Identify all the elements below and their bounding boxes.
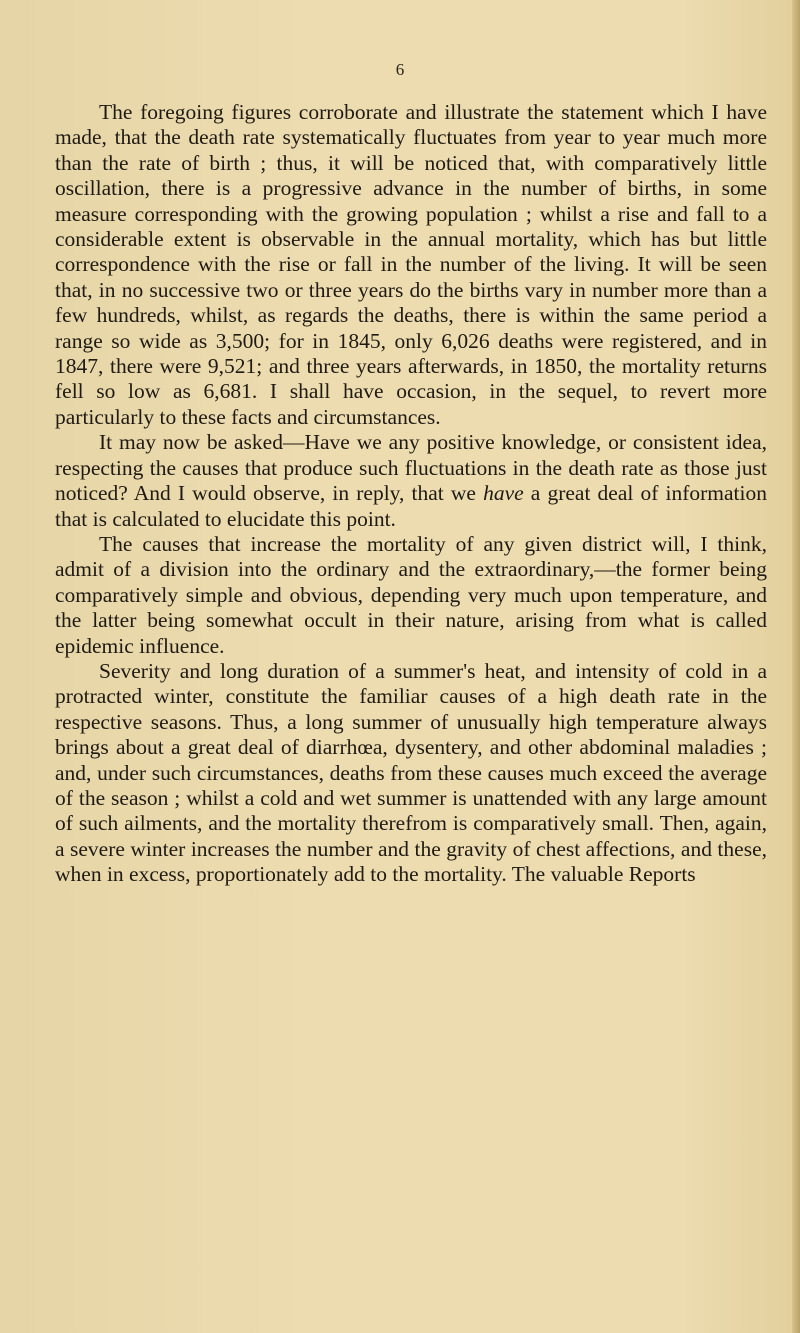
paragraph-2-text-end: a great deal of information that is calculated to elucidate this point. bbox=[55, 481, 767, 531]
paragraph-3 bbox=[55, 532, 767, 659]
page-edge bbox=[792, 0, 800, 1333]
paragraph-2-text: It may now be asked—Have we any positive knowledge, or consistent idea, respecting the causes that produce such fluctuations in the death rate as those just noticed? And I would observe, in reply, that we bbox=[55, 430, 767, 506]
paragraph-2-italic: have bbox=[483, 481, 524, 506]
paragraph-2 bbox=[55, 430, 767, 532]
paragraph-4-text: Severity and long duration of a summer's heat, and intensity of cold in a protracted winter, constitute the familiar causes of a high death rate in the respective seasons. Thus, a long summer of unusually high temperature always brings about a great deal of diarrhœa, dysentery, and other abdominal maladies ; and, under such circumstances, deaths from these causes much exceed the average of the season ; whilst a cold and wet summer is unattended with any large amount of such ailments, and the mortality therefrom is comparatively small. Then, again, a severe winter increases the number and the gravity of chest affections, and these, when in excess, proportionately add to the mortality. The valuable Reports bbox=[55, 658, 767, 887]
body-text bbox=[55, 100, 767, 888]
paragraph-3-text: The causes that increase the mortality of any given district will, I think, admit of a division into the ordinary and the extraordinary,—the former being comparatively simple and obvious, depending very much upon temperature, and the latter being somewhat occult in their nature, arising from what is called epidemic influence. bbox=[55, 531, 767, 658]
paragraph-1 bbox=[55, 100, 767, 430]
page-number: 6 bbox=[395, 60, 405, 79]
paragraph-4 bbox=[55, 659, 767, 888]
paragraph-1-text: The foregoing figures corroborate and illustrate the statement which I have made, that the death rate systematically fluctuates from year to year much more than the rate of birth ; thus, it will be noticed that, with comparatively little oscillation, there is a progressive advance in the number of births, in some measure corresponding with the growing population ; whilst a rise and fall to a considerable extent is observable in the annual mortality, which has but little correspondence with the rise or fall in the number of the living. It will be seen that, in no successive two or three years do the births vary in number more than a few hundreds, whilst, as regards the deaths, there is within the same period a range so wide as 3,500; for in 1845, only 6,026 deaths were registered, and in 1847, there were 9,521; and three years afterwards, in 1850, the mortality returns fell so low as 6,681. I shall have occasion, in the sequel, to revert more particularly to these facts and circumstances. bbox=[55, 100, 767, 429]
